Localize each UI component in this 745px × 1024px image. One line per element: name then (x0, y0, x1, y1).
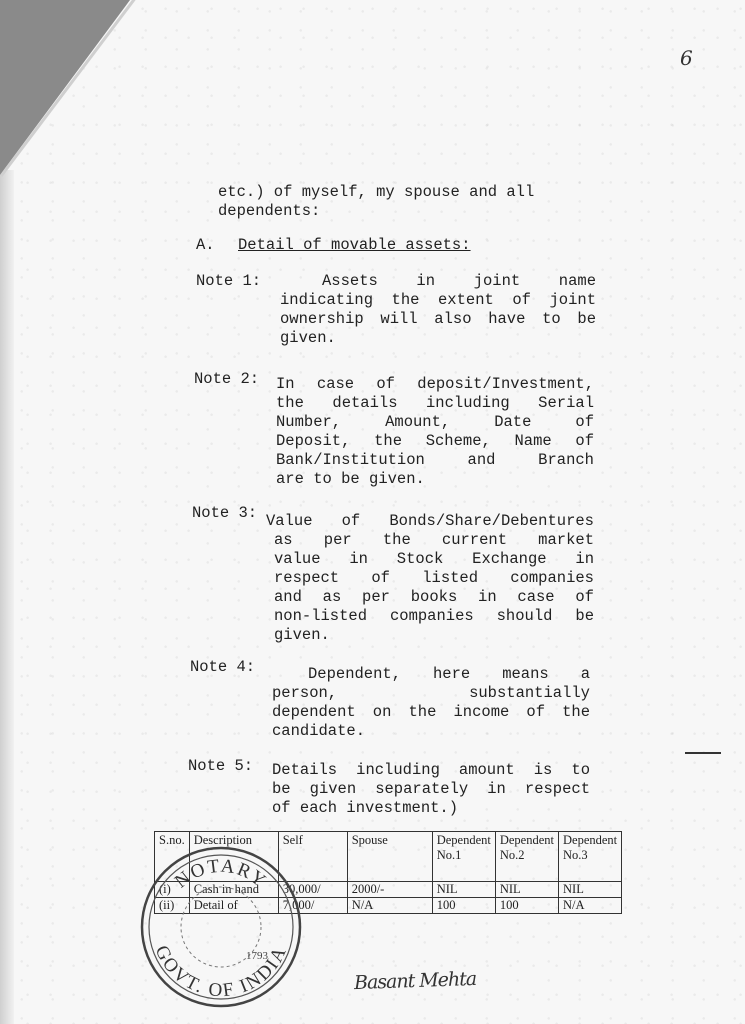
note-5-label: Note 5: (188, 757, 254, 775)
intro-line-1: etc.) of myself, my spouse and all (218, 183, 535, 201)
table-cell: N/A (559, 898, 622, 914)
notary-stamp (138, 845, 303, 1010)
note-4-label: Note 4: (190, 658, 256, 676)
note-2-body (276, 375, 594, 489)
note-1-line: given. (280, 329, 336, 347)
note-2-line: are to be given. (276, 470, 425, 488)
note-1-line: Assets in joint name (322, 272, 596, 290)
note-5-body (272, 761, 590, 818)
note-2-line: Bank/Institution and Branch (276, 451, 594, 469)
note-4-line: candidate. (272, 722, 366, 740)
note-4-line: dependent on the income of the (272, 703, 590, 721)
section-label: A. (196, 236, 215, 254)
table-cell: NIL (495, 882, 558, 898)
note-3-line: non-listed companies should be (274, 607, 594, 625)
note-3-body (266, 512, 594, 645)
note-5-line: be given separately in respect (272, 780, 590, 798)
note-2-line: Deposit, the Scheme, Name of (276, 432, 594, 450)
stamp-number: 1793 (246, 950, 268, 962)
note-2-label: Note 2: (194, 370, 260, 388)
page-number: 6 (680, 46, 693, 70)
signature: Basant Mehta (353, 967, 477, 995)
table-cell: NIL (432, 882, 495, 898)
note-4-line: person, substantially (272, 684, 590, 702)
note-2-line: Number, Amount, Date of (276, 413, 594, 431)
table-cell: 30,000/ (278, 882, 347, 898)
note-3-line: given. (274, 626, 330, 644)
intro-line-2: dependents: (218, 202, 321, 220)
table-cell: 2000/- (347, 882, 432, 898)
table-cell: 7,000/ (278, 898, 347, 914)
note-2-line: the details including Serial (276, 394, 594, 412)
stamp-bottom-text: GOVT. OF INDIA (150, 942, 292, 1002)
header-dependent-3: Dependent No.3 (559, 832, 622, 882)
header-self: Self (278, 832, 347, 882)
note-3-line: and as per books in case of (274, 588, 594, 606)
page-left-edge (0, 170, 14, 1024)
header-sno: S.no. (155, 832, 190, 882)
table-cell: Detail of (189, 898, 278, 914)
section-heading: Detail of movable assets: (238, 236, 471, 254)
note-4-line: Dependent, here means a (308, 665, 590, 683)
table-cell: 100 (495, 898, 558, 914)
note-3-line: value in Stock Exchange in (274, 550, 594, 568)
note-3-line: Value of Bonds/Share/Debentures (266, 512, 594, 530)
note-4-body (272, 665, 590, 741)
note-1-body (280, 272, 596, 348)
note-2-line: In case of deposit/Investment, (276, 375, 594, 393)
table-cell: (i) (155, 882, 190, 898)
table-cell: 100 (432, 898, 495, 914)
note-1-line: ownership will also have to be (280, 310, 596, 328)
table-cell: Cash in hand (189, 882, 278, 898)
table-cell: N/A (347, 898, 432, 914)
table-cell: (ii) (155, 898, 190, 914)
note-3-line: as per the current market (274, 531, 594, 549)
note-1-label: Note 1: (196, 272, 262, 290)
header-dependent-1: Dependent No.1 (432, 832, 495, 882)
note-5-line: of each investment.) (272, 799, 459, 817)
note-5-line: Details including amount is to (272, 761, 590, 779)
table-cell: NIL (559, 882, 622, 898)
header-dependent-2: Dependent No.2 (495, 832, 558, 882)
note-3-label: Note 3: (192, 504, 258, 522)
stamp-top-text: NOTARY (171, 855, 271, 893)
header-description: Description (189, 832, 278, 882)
note-3-line: respect of listed companies (274, 569, 594, 587)
margin-mark (685, 752, 721, 754)
note-1-line: indicating the extent of joint (280, 291, 596, 309)
header-spouse: Spouse (347, 832, 432, 882)
